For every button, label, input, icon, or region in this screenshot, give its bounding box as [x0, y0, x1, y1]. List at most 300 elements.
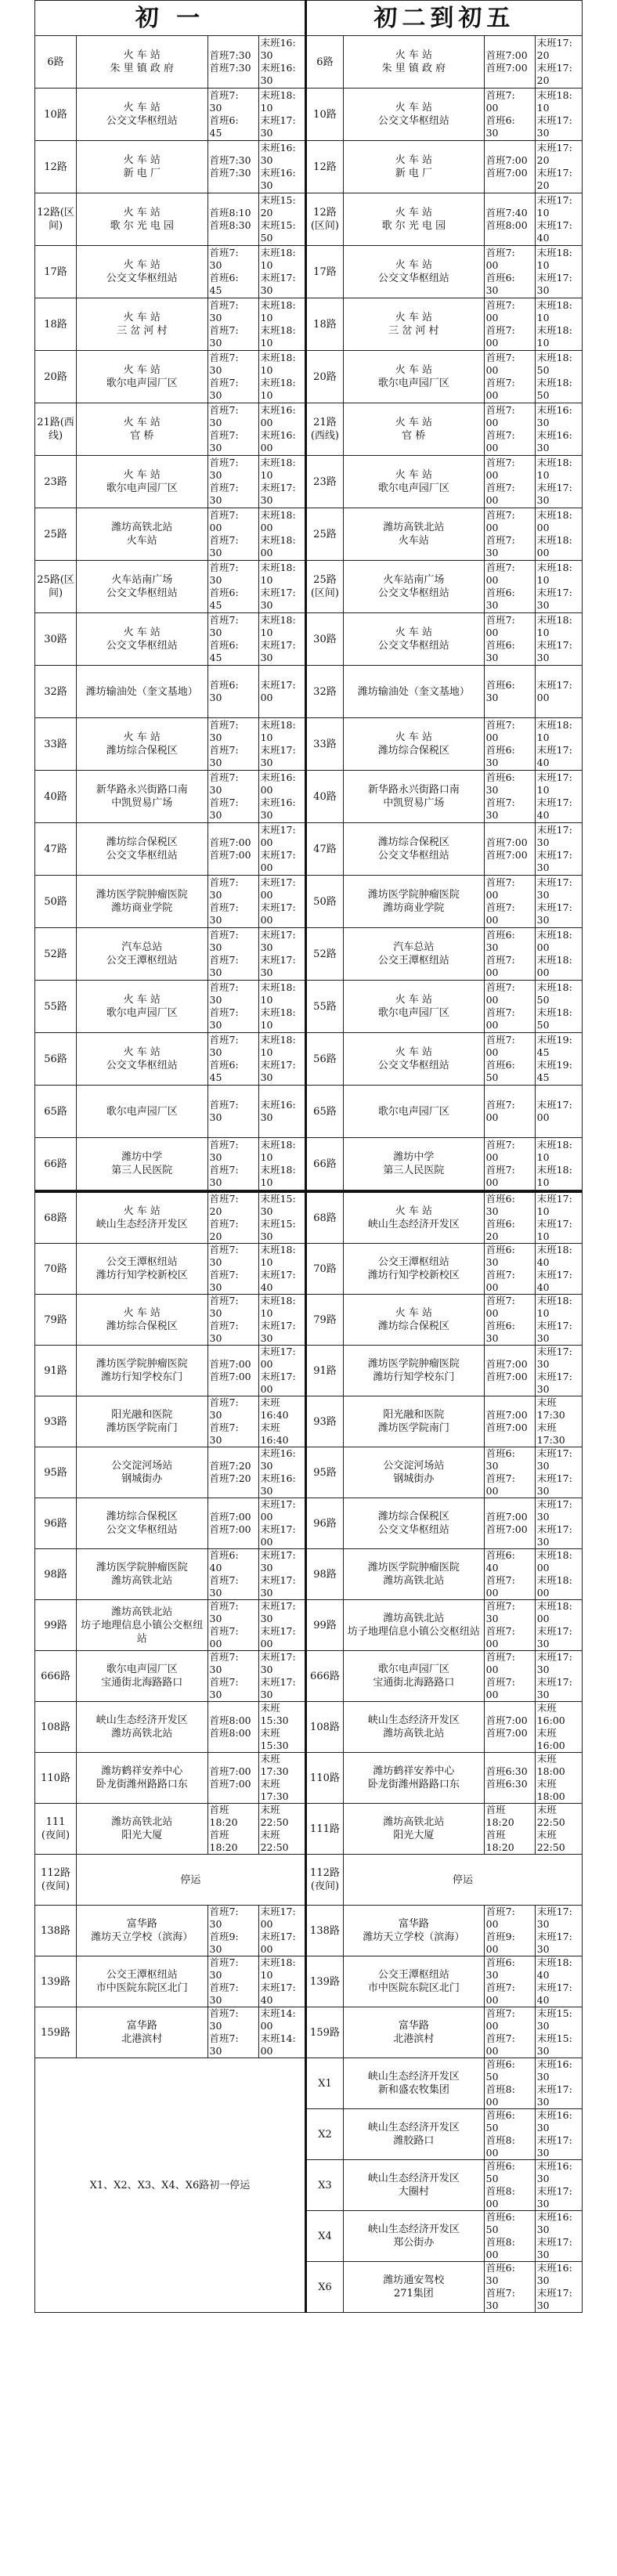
day1-route-cell: 95路	[35, 1447, 77, 1498]
day2-5-route-cell: 18路	[305, 298, 343, 351]
day1-first-bus-cell: 首班7:20 首班7:20	[207, 1447, 258, 1498]
day1-route-cell: 17路	[35, 246, 77, 298]
day1-last-bus-cell: 末班16: 00 末班16: 30	[258, 771, 305, 823]
day1-last-bus-cell: 末班17: 00 末班17: 00	[258, 1346, 305, 1396]
day1-last-bus-cell: 末班17: 00 末班17: 00	[258, 1906, 305, 1956]
table-row	[35, 876, 583, 928]
day1-last-bus-cell: 末班15: 30 末班15: 30	[258, 1192, 305, 1244]
day2-5-first-bus-cell: 首班6: 50 首班8: 00	[484, 2109, 535, 2160]
day1-stations-cell: 阳光融和医院 潍坊医学院南门	[77, 1396, 208, 1447]
day1-first-bus-cell: 首班7: 30 首班7: 30	[207, 1244, 258, 1295]
day2-5-stations-cell: 潍坊综合保税区 公交文华枢纽站	[344, 823, 485, 876]
table-row	[35, 928, 583, 981]
day2-5-stations-cell: 潍坊综合保税区 公交文华枢纽站	[344, 1498, 485, 1549]
day2-5-route-cell: 93路	[305, 1396, 343, 1447]
table-row	[35, 1804, 583, 1855]
day1-first-bus-cell: 首班7: 20 首班7: 20	[207, 1192, 258, 1244]
day1-first-bus-cell: 首班7: 30 首班7: 30	[207, 1138, 258, 1190]
day2-5-last-bus-cell: 末班18: 10 末班17: 30	[535, 561, 582, 613]
day1-last-bus-cell: 末班14: 00 末班14: 00	[258, 2007, 305, 2058]
day1-last-bus-cell: 末班18: 10 末班18: 10	[258, 351, 305, 403]
day2-5-first-bus-cell: 首班6:30 首班6:30	[484, 1753, 535, 1804]
day2-5-first-bus-cell: 首班7:00 首班7:00	[484, 1702, 535, 1753]
day1-stations-cell: 潍坊综合保税区 公交文华枢纽站	[77, 823, 208, 876]
day2-5-route-cell: 25路(区间)	[305, 561, 343, 613]
day2-5-route-cell: 108路	[305, 1702, 343, 1753]
day1-stations-cell: 潍坊综合保税区 公交文华枢纽站	[77, 1498, 208, 1549]
day2-5-stations-cell: 公交淀河场站 钢城街办	[344, 1447, 485, 1498]
day1-stations-cell: 汽车总站 公交王潭枢纽站	[77, 928, 208, 981]
day2-5-first-bus-cell: 首班7: 00 首班6: 50	[484, 1033, 535, 1086]
day1-stations-cell: 富华路 北港滨村	[77, 2007, 208, 2058]
table-row	[35, 1753, 583, 1804]
day2-5-route-cell: 91路	[305, 1346, 343, 1396]
day1-stations-cell: 火车站南广场 公交文华枢纽站	[77, 561, 208, 613]
day2-5-route-cell: 112路(夜间)	[305, 1855, 343, 1906]
day1-route-cell: 159路	[35, 2007, 77, 2058]
day2-5-stations-cell: 潍坊高铁北站 阳光大厦	[344, 1804, 485, 1855]
day1-stations-cell: 公交淀河场站 钢城街办	[77, 1447, 208, 1498]
day2-5-first-bus-cell: 首班6: 30 首班7: 30	[484, 2262, 535, 2313]
day1-stations-cell: 潍坊医学院肿瘤医院 潍坊行知学校东门	[77, 1346, 208, 1396]
day2-5-last-bus-cell: 末班18: 40 末班17: 40	[535, 1956, 582, 2007]
day1-last-bus-cell: 末班17: 30 末班17: 30	[258, 928, 305, 981]
day2-5-last-bus-cell: 末班17: 30 末班17: 30	[535, 1651, 582, 1702]
day2-5-last-bus-cell: 末班17: 00	[535, 1086, 582, 1138]
day2-5-route-cell: 96路	[305, 1498, 343, 1549]
day2-5-stations-cell: 火 车 站 新 电 厂	[344, 141, 485, 193]
day2-5-route-cell: 55路	[305, 981, 343, 1033]
day2-5-last-bus-cell: 末班17: 10 末班17: 10	[535, 1192, 582, 1244]
day1-last-bus-cell: 末班 15:30 末班 15:30	[258, 1702, 305, 1753]
day1-last-bus-cell: 末班16: 30 末班16: 30	[258, 36, 305, 89]
day1-route-cell: 40路	[35, 771, 77, 823]
day2-5-last-bus-cell: 末班17: 20 末班17: 20	[535, 141, 582, 193]
day2-5-stations-cell: 潍坊鹤祥安养中心 卧龙街潍州路路口东	[344, 1753, 485, 1804]
table-row	[35, 1600, 583, 1651]
day2-5-first-bus-cell: 首班7: 00 首班7: 00	[484, 456, 535, 508]
day1-route-cell: 93路	[35, 1396, 77, 1447]
day2-5-last-bus-cell: 末班17: 30 末班17: 30	[535, 1447, 582, 1498]
day1-route-cell: 10路	[35, 89, 77, 141]
day1-first-bus-cell: 首班7: 30 首班7: 30	[207, 403, 258, 456]
table-row	[35, 298, 583, 351]
day2-5-first-bus-cell: 首班7:00 首班7:00	[484, 823, 535, 876]
day1-first-bus-cell: 首班7:00 首班7:00	[207, 1498, 258, 1549]
day1-last-bus-cell: 末班 22:50 末班 22:50	[258, 1804, 305, 1855]
day2-5-last-bus-cell: 末班 18:00 末班 18:00	[535, 1753, 582, 1804]
day2-5-first-bus-cell: 首班6: 40 首班7: 00	[484, 1549, 535, 1600]
day2-5-route-cell: 98路	[305, 1549, 343, 1600]
day1-first-bus-cell: 首班7: 30 首班7: 30	[207, 1396, 258, 1447]
day2-5-stations-cell: 新华路永兴街路口南 中凯贸易广场	[344, 771, 485, 823]
day2-5-route-cell: 159路	[305, 2007, 343, 2058]
day2-5-route-cell: 25路	[305, 508, 343, 561]
day1-route-cell: 79路	[35, 1295, 77, 1346]
table-row	[35, 823, 583, 876]
day1-route-cell: 98路	[35, 1549, 77, 1600]
day2-5-first-bus-cell: 首班6: 30 首班7: 00	[484, 1244, 535, 1295]
table-row	[35, 1498, 583, 1549]
day1-stations-cell: 火 车 站 歌尔电声园厂区	[77, 456, 208, 508]
day1-first-bus-cell: 首班7: 30 首班6: 45	[207, 613, 258, 666]
day2-5-last-bus-cell: 末班 22:50 末班 22:50	[535, 1804, 582, 1855]
day1-stations-cell: 火 车 站 峡山生态经济开发区	[77, 1192, 208, 1244]
day1-first-bus-cell: 首班 18:20 首班 18:20	[207, 1804, 258, 1855]
day2-5-first-bus-cell: 首班7:00 首班7:00	[484, 1396, 535, 1447]
day2-5-route-cell: X4	[305, 2211, 343, 2262]
day2-5-stations-cell: 富华路 潍坊天立学校（滨海）	[344, 1906, 485, 1956]
day1-route-cell: 112路(夜间)	[35, 1855, 77, 1906]
day1-stations-cell: 火 车 站 公交文华枢纽站	[77, 89, 208, 141]
table-row	[35, 1346, 583, 1396]
day2-5-first-bus-cell: 首班7: 00 首班7: 00	[484, 1138, 535, 1190]
day1-route-cell: 50路	[35, 876, 77, 928]
day1-stations-cell: 新华路永兴街路口南 中凯贸易广场	[77, 771, 208, 823]
table-row	[35, 771, 583, 823]
table-row	[35, 89, 583, 141]
day1-stations-cell: 火 车 站 歌尔电声园厂区	[77, 351, 208, 403]
day1-stations-cell: 火 车 站 公交文华枢纽站	[77, 1033, 208, 1086]
day2-5-route-cell: 6路	[305, 36, 343, 89]
day2-5-route-cell: 70路	[305, 1244, 343, 1295]
day2-5-stations-cell: 潍坊通安驾校 271集团	[344, 2262, 485, 2313]
day2-5-last-bus-cell: 末班15: 30 末班15: 30	[535, 2007, 582, 2058]
day2-5-first-bus-cell: 首班6: 30 首班6: 20	[484, 1192, 535, 1244]
day2-5-route-cell: 52路	[305, 928, 343, 981]
day2-5-stations-cell: 公交王潭枢纽站 潍坊行知学校新校区	[344, 1244, 485, 1295]
day2-5-first-bus-cell: 首班7: 00 首班7: 00	[484, 351, 535, 403]
day1-last-bus-cell: 末班 16:40 末班 16:40	[258, 1396, 305, 1447]
day2-5-last-bus-cell: 末班16: 30 末班17: 30	[535, 2109, 582, 2160]
day1-last-bus-cell: 末班17: 00	[258, 666, 305, 718]
day2-5-stations-cell: 公交王潭枢纽站 市中医院东院区北门	[344, 1956, 485, 2007]
day1-last-bus-cell: 末班17: 30 末班17: 00	[258, 1600, 305, 1651]
day2-5-first-bus-cell: 首班 18:20 首班 18:20	[484, 1804, 535, 1855]
day2-5-last-bus-cell: 末班18: 10 末班17: 30	[535, 89, 582, 141]
table-row	[35, 1295, 583, 1346]
day2-5-first-bus-cell: 首班7: 00 首班7: 00	[484, 298, 535, 351]
day1-route-cell: 25路	[35, 508, 77, 561]
timetable-part2	[34, 1190, 583, 2313]
table-row	[35, 1702, 583, 1753]
day2-5-stations-cell: 潍坊高铁北站 坊子地理信息小镇公交枢纽站	[344, 1600, 485, 1651]
day2-5-route-cell: 12路(区间)	[305, 193, 343, 246]
day1-last-bus-cell: 末班17: 30 末班17: 30	[258, 1651, 305, 1702]
day1-last-bus-cell: 末班18: 10 末班18: 10	[258, 1138, 305, 1190]
table-row	[35, 403, 583, 456]
day1-stations-cell: 潍坊高铁北站 坊子地理信息小镇公交枢纽站	[77, 1600, 208, 1651]
table-row	[35, 1086, 583, 1138]
day1-stations-cell: 潍坊医学院肿瘤医院 潍坊高铁北站	[77, 1549, 208, 1600]
day2-5-stations-cell: 潍坊中学 第三人民医院	[344, 1138, 485, 1190]
day2-5-last-bus-cell: 末班16: 30 末班17: 30	[535, 2058, 582, 2109]
day1-route-cell: 55路	[35, 981, 77, 1033]
day2-5-stations-cell: 火 车 站 歌尔电声园厂区	[344, 351, 485, 403]
day2-5-first-bus-cell: 首班6: 50 首班8: 00	[484, 2211, 535, 2262]
day1-stations-cell: 潍坊高铁北站 阳光大厦	[77, 1804, 208, 1855]
day2-5-first-bus-cell: 首班7: 00 首班6: 30	[484, 1295, 535, 1346]
day1-route-cell: 23路	[35, 456, 77, 508]
day2-5-first-bus-cell: 首班7:00 首班7:00	[484, 1498, 535, 1549]
day1-stations-cell: 停运	[77, 1855, 306, 1906]
table-row	[35, 1855, 583, 1906]
day2-5-route-cell: 666路	[305, 1651, 343, 1702]
day1-route-cell: 111 (夜间)	[35, 1804, 77, 1855]
day1-stations-cell: 火 车 站 歌尔电声园厂区	[77, 981, 208, 1033]
day2-5-stations-cell: 火 车 站 公交文华枢纽站	[344, 613, 485, 666]
day2-5-route-cell: 40路	[305, 771, 343, 823]
day2-5-last-bus-cell: 末班18: 00 末班18: 00	[535, 1549, 582, 1600]
day2-5-route-cell: 95路	[305, 1447, 343, 1498]
day1-first-bus-cell: 首班8:00 首班8:00	[207, 1702, 258, 1753]
day1-first-bus-cell: 首班7:30 首班7:30	[207, 141, 258, 193]
day1-stations-cell: 火 车 站 新 电 厂	[77, 141, 208, 193]
day2-5-stations-cell: 火 车 站 公交文华枢纽站	[344, 1033, 485, 1086]
table-row	[35, 1138, 583, 1190]
day1-first-bus-cell: 首班6: 40 首班7: 30	[207, 1549, 258, 1600]
day1-route-cell: 139路	[35, 1956, 77, 2007]
day1-route-cell: 18路	[35, 298, 77, 351]
day1-route-cell: 52路	[35, 928, 77, 981]
day1-stations-cell: 公交王潭枢纽站 市中医院东院区北门	[77, 1956, 208, 2007]
day2-5-last-bus-cell: 末班18: 10 末班17: 30	[535, 246, 582, 298]
day2-5-stations-cell: 潍坊输油处（奎文基地）	[344, 666, 485, 718]
day1-last-bus-cell: 末班18: 10 末班17: 30	[258, 613, 305, 666]
day2-5-first-bus-cell: 首班7:00 首班7:00	[484, 141, 535, 193]
day1-first-bus-cell: 首班7: 30 首班7: 30	[207, 351, 258, 403]
day1-stations-cell: 火 车 站 公交文华枢纽站	[77, 613, 208, 666]
day2-5-last-bus-cell: 末班 16:00 末班 16:00	[535, 1702, 582, 1753]
day1-route-cell: 91路	[35, 1346, 77, 1396]
day1-x-routes-suspended-note: X1、X2、X3、X4、X6路初一停运	[35, 2058, 306, 2313]
day1-first-bus-cell: 首班7: 30	[207, 1086, 258, 1138]
day2-5-route-cell: 10路	[305, 89, 343, 141]
day2-5-first-bus-cell: 首班7: 00 首班6: 30	[484, 561, 535, 613]
table-row	[35, 351, 583, 403]
day2-5-stations-cell: 火 车 站 歌尔电声园厂区	[344, 456, 485, 508]
day2-5-last-bus-cell: 末班18: 00 末班18: 00	[535, 928, 582, 981]
day1-first-bus-cell: 首班7: 30 首班7: 30	[207, 2007, 258, 2058]
day2-5-route-cell: 33路	[305, 718, 343, 771]
day1-route-cell: 33路	[35, 718, 77, 771]
day2-5-last-bus-cell: 末班17: 30 末班17: 30	[535, 823, 582, 876]
day1-last-bus-cell: 末班17: 30 末班17: 30	[258, 1549, 305, 1600]
day2-5-first-bus-cell: 首班7: 00 首班6: 30	[484, 613, 535, 666]
day1-route-cell: 666路	[35, 1651, 77, 1702]
day2-5-stations-cell: 阳光融和医院 潍坊医学院南门	[344, 1396, 485, 1447]
day2-5-first-bus-cell: 首班7: 00 首班6: 30	[484, 89, 535, 141]
day2-5-route-cell: 79路	[305, 1295, 343, 1346]
day1-first-bus-cell: 首班7:30 首班7:30	[207, 36, 258, 89]
day2-5-stations-cell: 歌尔电声园厂区	[344, 1086, 485, 1138]
day1-stations-cell: 火 车 站 三 岔 河 村	[77, 298, 208, 351]
day2-5-first-bus-cell: 首班7: 00 首班9: 00	[484, 1906, 535, 1956]
header-day2-5: 初二到初五	[305, 1, 582, 36]
day2-5-last-bus-cell: 末班17: 30 末班17: 30	[535, 876, 582, 928]
day2-5-first-bus-cell: 首班6: 30 首班7: 00	[484, 1956, 535, 2007]
day2-5-route-cell: 138路	[305, 1906, 343, 1956]
day1-stations-cell: 火 车 站 官 桥	[77, 403, 208, 456]
day2-5-first-bus-cell: 首班7: 00 首班6: 30	[484, 718, 535, 771]
day2-5-first-bus-cell: 首班6: 30 首班7: 00	[484, 1447, 535, 1498]
day2-5-first-bus-cell: 首班6: 50 首班8: 00	[484, 2160, 535, 2211]
day2-5-first-bus-cell: 首班7:00 首班7:00	[484, 36, 535, 89]
table-row	[35, 1033, 583, 1086]
day1-last-bus-cell: 末班18: 10 末班17: 40	[258, 1244, 305, 1295]
day2-5-route-cell: X1	[305, 2058, 343, 2109]
day2-5-last-bus-cell: 末班17: 00	[535, 666, 582, 718]
day2-5-last-bus-cell: 末班16: 30 末班16: 30	[535, 403, 582, 456]
table-row	[35, 246, 583, 298]
day1-route-cell: 56路	[35, 1033, 77, 1086]
table-row	[35, 1549, 583, 1600]
day2-5-route-cell: 139路	[305, 1956, 343, 2007]
day2-5-first-bus-cell: 首班7: 00 首班7: 00	[484, 403, 535, 456]
day2-5-last-bus-cell: 末班16: 30 末班17: 30	[535, 2211, 582, 2262]
day2-5-route-cell: 66路	[305, 1138, 343, 1190]
day2-5-first-bus-cell: 首班6: 30 首班7: 30	[484, 771, 535, 823]
day2-5-stations-cell: 火 车 站 三 岔 河 村	[344, 298, 485, 351]
day1-stations-cell: 歌尔电声园厂区	[77, 1086, 208, 1138]
day2-5-stations-cell: 峡山生态经济开发区 大圈村	[344, 2160, 485, 2211]
day2-5-stations-cell: 潍坊医学院肿瘤医院 潍坊高铁北站	[344, 1549, 485, 1600]
part1-body	[35, 36, 583, 1190]
day2-5-last-bus-cell: 末班16: 30 末班17: 30	[535, 2160, 582, 2211]
day1-first-bus-cell: 首班7: 30 首班7: 30	[207, 456, 258, 508]
table-row	[35, 718, 583, 771]
day2-5-first-bus-cell: 首班7: 00 首班7: 00	[484, 981, 535, 1033]
day2-5-stations-cell: 峡山生态经济开发区 郑公街办	[344, 2211, 485, 2262]
day2-5-first-bus-cell: 首班7: 30 首班7: 00	[484, 1600, 535, 1651]
day1-stations-cell: 富华路 潍坊天立学校（滨海）	[77, 1906, 208, 1956]
day1-first-bus-cell: 首班7: 30 首班6: 45	[207, 1033, 258, 1086]
table-row	[35, 2007, 583, 2058]
day1-stations-cell: 歌尔电声园厂区 宝通街北海路路口	[77, 1651, 208, 1702]
day2-5-stations-cell: 火 车 站 潍坊综合保税区	[344, 1295, 485, 1346]
day2-5-route-cell: 56路	[305, 1033, 343, 1086]
day1-route-cell: 30路	[35, 613, 77, 666]
day2-5-route-cell: 32路	[305, 666, 343, 718]
day1-route-cell: 65路	[35, 1086, 77, 1138]
day1-route-cell: 68路	[35, 1192, 77, 1244]
day2-5-stations-cell: 停运	[344, 1855, 583, 1906]
day1-first-bus-cell: 首班7: 30 首班6: 45	[207, 561, 258, 613]
day1-last-bus-cell: 末班18: 10 末班17: 30	[258, 1295, 305, 1346]
day1-last-bus-cell: 末班18: 10 末班17: 30	[258, 89, 305, 141]
day2-5-first-bus-cell: 首班7: 00 首班7: 00	[484, 2007, 535, 2058]
day2-5-stations-cell: 汽车总站 公交王潭枢纽站	[344, 928, 485, 981]
day1-first-bus-cell: 首班7: 30 首班7: 30	[207, 1295, 258, 1346]
day2-5-stations-cell: 火 车 站 潍坊综合保税区	[344, 718, 485, 771]
day2-5-first-bus-cell: 首班7:00 首班7:00	[484, 1346, 535, 1396]
day1-stations-cell: 潍坊医学院肿瘤医院 潍坊商业学院	[77, 876, 208, 928]
day2-5-route-cell: 65路	[305, 1086, 343, 1138]
day2-5-first-bus-cell: 首班6: 50 首班8: 00	[484, 2058, 535, 2109]
day2-5-stations-cell: 潍坊高铁北站 火车站	[344, 508, 485, 561]
day2-5-route-cell: 12路	[305, 141, 343, 193]
day1-first-bus-cell: 首班7: 00 首班7: 30	[207, 508, 258, 561]
day2-5-last-bus-cell: 末班18: 50 末班18: 50	[535, 351, 582, 403]
day1-first-bus-cell: 首班7: 30 首班7: 30	[207, 1651, 258, 1702]
day1-last-bus-cell: 末班16: 00 末班16: 00	[258, 403, 305, 456]
day2-5-stations-cell: 火 车 站 官 桥	[344, 403, 485, 456]
day2-5-first-bus-cell: 首班7: 00 首班7: 30	[484, 508, 535, 561]
day2-5-route-cell: X3	[305, 2160, 343, 2211]
table-row	[35, 456, 583, 508]
day1-last-bus-cell: 末班18: 10 末班17: 30	[258, 561, 305, 613]
day1-first-bus-cell: 首班7: 30 首班7: 30	[207, 771, 258, 823]
day1-first-bus-cell: 首班7:00 首班7:00	[207, 823, 258, 876]
day2-5-route-cell: 20路	[305, 351, 343, 403]
part2-body	[35, 1192, 583, 2313]
day2-5-stations-cell: 潍坊医学院肿瘤医院 潍坊商业学院	[344, 876, 485, 928]
day2-5-first-bus-cell: 首班6: 30 首班7: 00	[484, 928, 535, 981]
day2-5-last-bus-cell: 末班17: 30 末班17: 30	[535, 1906, 582, 1956]
day1-last-bus-cell: 末班17: 00 末班17: 00	[258, 823, 305, 876]
table-row	[35, 2058, 583, 2109]
day2-5-route-cell: 17路	[305, 246, 343, 298]
day1-route-cell: 21路(西线)	[35, 403, 77, 456]
day1-first-bus-cell: 首班8:10 首班8:30	[207, 193, 258, 246]
day2-5-stations-cell: 潍坊医学院肿瘤医院 潍坊行知学校东门	[344, 1346, 485, 1396]
day2-5-route-cell: X2	[305, 2109, 343, 2160]
day1-route-cell: 70路	[35, 1244, 77, 1295]
day1-first-bus-cell: 首班7: 30 首班7: 30	[207, 876, 258, 928]
day2-5-stations-cell: 峡山生态经济开发区 潍胶路口	[344, 2109, 485, 2160]
day1-last-bus-cell: 末班17: 00 末班17: 00	[258, 1498, 305, 1549]
day1-last-bus-cell: 末班18: 10 末班17: 30	[258, 456, 305, 508]
day2-5-last-bus-cell: 末班 17:30 末班 17:30	[535, 1396, 582, 1447]
table-row	[35, 981, 583, 1033]
day1-first-bus-cell: 首班7: 30 首班7: 30	[207, 981, 258, 1033]
day2-5-stations-cell: 火 车 站 峡山生态经济开发区	[344, 1192, 485, 1244]
day1-last-bus-cell: 末班18: 00 末班18: 00	[258, 508, 305, 561]
day2-5-last-bus-cell: 末班17: 30 末班17: 30	[535, 1346, 582, 1396]
table-row	[35, 666, 583, 718]
day1-last-bus-cell: 末班18: 10 末班17: 40	[258, 1956, 305, 2007]
day1-stations-cell: 火 车 站 潍坊综合保税区	[77, 718, 208, 771]
day2-5-route-cell: 99路	[305, 1600, 343, 1651]
day1-route-cell: 25路(区间)	[35, 561, 77, 613]
day1-first-bus-cell: 首班6: 30	[207, 666, 258, 718]
day2-5-stations-cell: 歌尔电声园厂区 宝通街北海路路口	[344, 1651, 485, 1702]
day1-first-bus-cell: 首班7: 30 首班7: 30	[207, 1956, 258, 2007]
day1-last-bus-cell: 末班18: 10 末班17: 30	[258, 718, 305, 771]
day2-5-route-cell: 23路	[305, 456, 343, 508]
day1-route-cell: 108路	[35, 1702, 77, 1753]
day2-5-last-bus-cell: 末班18: 10 末班18: 10	[535, 298, 582, 351]
day1-route-cell: 20路	[35, 351, 77, 403]
table-row	[35, 1906, 583, 1956]
day2-5-first-bus-cell: 首班7: 00	[484, 1086, 535, 1138]
day1-last-bus-cell: 末班18: 10 末班17: 30	[258, 246, 305, 298]
day1-first-bus-cell: 首班7:00 首班7:00	[207, 1346, 258, 1396]
day2-5-last-bus-cell: 末班18: 10 末班18: 10	[535, 1138, 582, 1190]
day2-5-last-bus-cell: 末班16: 30 末班17: 30	[535, 2262, 582, 2313]
day2-5-last-bus-cell: 末班18: 10 末班17: 30	[535, 613, 582, 666]
day1-route-cell: 32路	[35, 666, 77, 718]
day1-route-cell: 99路	[35, 1600, 77, 1651]
day1-stations-cell: 峡山生态经济开发区 潍坊高铁北站	[77, 1702, 208, 1753]
day1-last-bus-cell: 末班18: 10 末班17: 30	[258, 1033, 305, 1086]
table-row	[35, 1192, 583, 1244]
day1-first-bus-cell: 首班7: 30 首班7: 30	[207, 928, 258, 981]
day2-5-last-bus-cell: 末班18: 00 末班17: 30	[535, 1600, 582, 1651]
day1-first-bus-cell: 首班7: 30 首班7: 30	[207, 298, 258, 351]
day1-stations-cell: 火 车 站 朱 里 镇 政 府	[77, 36, 208, 89]
day2-5-first-bus-cell: 首班7: 00 首班7: 00	[484, 1651, 535, 1702]
